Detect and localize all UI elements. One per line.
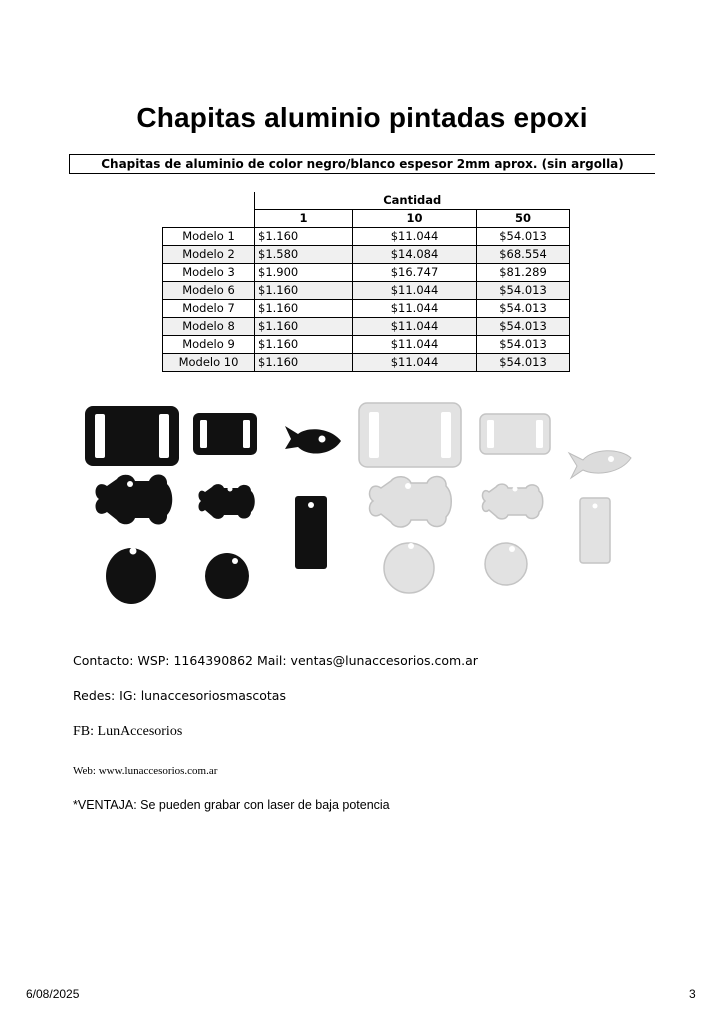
black-tag-bone-large	[96, 475, 173, 525]
black-tag-bone-small	[198, 484, 254, 519]
white-tag-bone-large	[370, 477, 452, 528]
price-50: $54.013	[477, 336, 570, 354]
price-50: $54.013	[477, 354, 570, 372]
white-tag-circle-small	[485, 543, 527, 585]
price-50: $54.013	[477, 300, 570, 318]
price-1: $1.160	[255, 282, 353, 300]
price-10: $11.044	[353, 354, 477, 372]
page-title: Chapitas aluminio pintadas epoxi	[136, 102, 588, 133]
black-tag-fish	[285, 426, 341, 454]
price-10: $14.084	[353, 246, 477, 264]
white-tag-fish	[569, 451, 631, 478]
model-name: Modelo 9	[163, 336, 255, 354]
price-1: $1.580	[255, 246, 353, 264]
price-10: $16.747	[353, 264, 477, 282]
footer-date: 6/08/2025	[26, 987, 80, 1001]
table-corner	[163, 192, 255, 210]
social-line: Redes: IG: lunaccesoriosmascotas	[73, 688, 286, 703]
white-tag-rectangle-vertical	[580, 498, 610, 563]
black-tag-circle-large	[106, 548, 156, 605]
price-10: $11.044	[353, 300, 477, 318]
model-name: Modelo 7	[163, 300, 255, 318]
price-1: $1.900	[255, 264, 353, 282]
price-table	[162, 192, 570, 372]
black-tag-rect-small	[193, 413, 257, 455]
table-corner-2	[163, 210, 255, 228]
price-1: $1.160	[255, 228, 353, 246]
white-tag-circle-large	[384, 543, 434, 593]
table-row	[163, 264, 570, 282]
page-number: 3	[689, 987, 696, 1001]
website-line: Web: www.lunaccesorios.com.ar	[73, 765, 218, 777]
model-name: Modelo 10	[163, 354, 255, 372]
quantity-header: Cantidad	[255, 192, 570, 210]
price-1: $1.160	[255, 300, 353, 318]
white-tag-bone-small	[482, 484, 542, 519]
black-tag-rect-large	[85, 406, 179, 466]
qty-header-50: 50	[477, 210, 570, 228]
table-row	[163, 318, 570, 336]
price-1: $1.160	[255, 336, 353, 354]
table-row	[163, 336, 570, 354]
model-name: Modelo 3	[163, 264, 255, 282]
black-tag-circle-small	[205, 553, 249, 599]
facebook-line: FB: LunAccesorios	[73, 724, 183, 739]
price-50: $68.554	[477, 246, 570, 264]
model-name: Modelo 6	[163, 282, 255, 300]
model-name: Modelo 2	[163, 246, 255, 264]
contact-line: Contacto: WSP: 1164390862 Mail: ventas@lunaccesorios.com.ar	[73, 653, 478, 668]
table-row	[163, 300, 570, 318]
price-10: $11.044	[353, 228, 477, 246]
white-tag-rect-large	[359, 403, 461, 467]
price-50: $81.289	[477, 264, 570, 282]
price-1: $1.160	[255, 318, 353, 336]
table-row	[163, 228, 570, 246]
table-row	[163, 354, 570, 372]
price-10: $11.044	[353, 282, 477, 300]
price-50: $54.013	[477, 318, 570, 336]
qty-header-10: 10	[353, 210, 477, 228]
table-row	[163, 282, 570, 300]
product-photo	[75, 398, 655, 608]
price-50: $54.013	[477, 282, 570, 300]
price-50: $54.013	[477, 228, 570, 246]
model-name: Modelo 1	[163, 228, 255, 246]
price-10: $11.044	[353, 336, 477, 354]
product-subtitle: Chapitas de aluminio de color negro/blanco espesor 2mm aprox. (sin argolla)	[69, 154, 655, 174]
price-1: $1.160	[255, 354, 353, 372]
model-name: Modelo 8	[163, 318, 255, 336]
qty-header-1: 1	[255, 210, 353, 228]
black-tag-rectangle-vertical	[295, 496, 327, 569]
price-10: $11.044	[353, 318, 477, 336]
advantage-note: *VENTAJA: Se pueden grabar con laser de baja potencia	[73, 798, 390, 812]
table-row	[163, 246, 570, 264]
white-tag-rect-small	[480, 414, 550, 454]
